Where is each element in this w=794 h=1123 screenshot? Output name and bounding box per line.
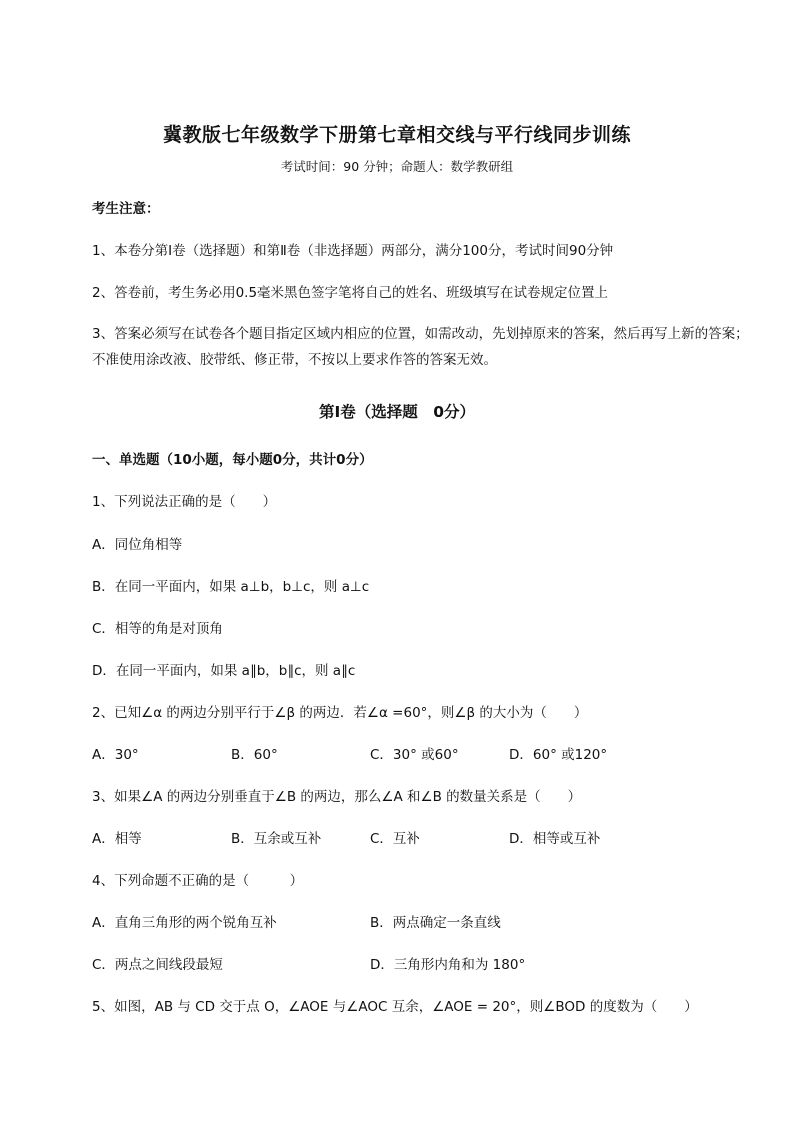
section-title: 第Ⅰ卷（选择题 0分）: [318, 403, 476, 421]
part-heading: 一、单选题（10小题，每小题0分，共计0分）: [92, 452, 373, 468]
question-2-option-a: A．30°: [92, 747, 139, 763]
question-4-option-a: A．直角三角形的两个锐角互补: [92, 915, 277, 931]
exam-info: 考试时间：90 分钟；命题人：数学教研组: [280, 159, 514, 174]
question-1-stem: 1、下列说法正确的是（ ）: [92, 494, 277, 510]
question-1-option-d: D．在同一平面内，如果 a∥b，b∥c，则 a∥c: [92, 663, 356, 679]
question-4-option-d: D．三角形内角和为 180°: [370, 957, 526, 973]
question-1-option-a: A．同位角相等: [92, 537, 183, 553]
question-3-option-b: B．互余或互补: [231, 831, 322, 847]
notice-heading: 考生注意：: [92, 201, 160, 217]
note-2: 2、答卷前，考生务必用0.5毫米黑色签字笔将自己的姓名、班级填写在试卷规定位置上: [92, 285, 609, 301]
question-4-stem: 4、下列命题不正确的是（ ）: [92, 873, 304, 889]
question-2-option-b: B．60°: [231, 747, 278, 763]
question-5-stem: 5、如图，AB 与 CD 交于点 O，∠AOE 与∠AOC 互余，∠AOE = 20°，则∠BOD 的度数为（ ）: [92, 999, 698, 1015]
question-4-option-b: B．两点确定一条直线: [370, 915, 501, 931]
question-3-stem: 3、如果∠A 的两边分别垂直于∠B 的两边，那么∠A 和∠B 的数量关系是（ ）: [92, 789, 582, 805]
question-1-option-b: B．在同一平面内，如果 a⊥b，b⊥c，则 a⊥c: [92, 579, 370, 595]
page-title: 冀教版七年级数学下册第七章相交线与平行线同步训练: [162, 124, 631, 146]
question-3-option-a: A．相等: [92, 831, 142, 847]
question-4-option-c: C．两点之间线段最短: [92, 957, 223, 973]
question-3-option-d: D．相等或互补: [509, 831, 601, 847]
question-2-option-c: C．30° 或60°: [370, 747, 459, 763]
note-3: 3、答案必须写在试卷各个题目指定区域内相应的位置，如需改动，先划掉原来的答案，然后再写上新的答案；不准使用涂改液、胶带纸、修正带，不按以上要求作答的答案无效。: [92, 326, 749, 368]
question-2-stem: 2、已知∠α 的两边分别平行于∠β 的两边．若∠α =60°，则∠β 的大小为（ ）: [92, 705, 588, 721]
question-1-option-c: C．相等的角是对顶角: [92, 621, 223, 637]
question-3-option-c: C．互补: [370, 831, 420, 847]
question-2-option-d: D．60° 或120°: [509, 747, 608, 763]
note-1: 1、本卷分第Ⅰ卷（选择题）和第Ⅱ卷（非选择题）两部分，满分100分，考试时间90分钟: [92, 243, 614, 259]
